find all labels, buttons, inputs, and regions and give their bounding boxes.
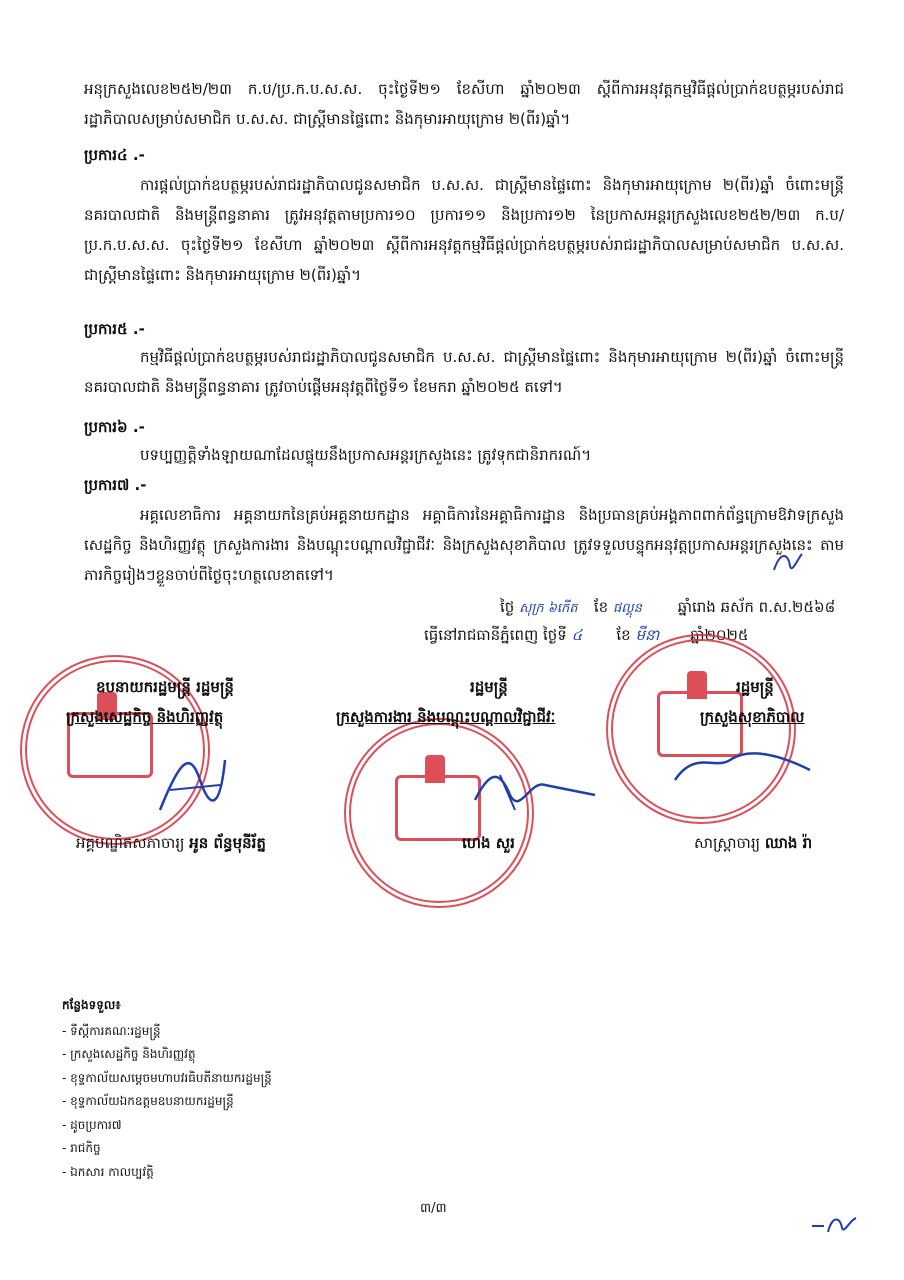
signature-2-icon [470, 760, 600, 820]
lunar-year: ឆ្នាំរោង ឆស័ក ព.ស.២៥៦៨ [677, 598, 836, 616]
lunar-month-handwritten: ផល្គុន [612, 601, 642, 616]
signatory-3-title: រដ្ឋមន្ត្រី [736, 678, 774, 696]
article-6-heading: ប្រការ៦ .- [84, 418, 145, 436]
recipient-item: - ឯកសារ កាលប្បវត្តិ [62, 1164, 154, 1179]
recipient-item: - រាជកិច្ច [62, 1141, 101, 1155]
signatory-2-title: រដ្ឋមន្ត្រី [470, 678, 508, 696]
signatory-3-name-line [694, 832, 812, 854]
lunar-month-prefix: ខែ [593, 598, 609, 616]
recipient-item: - ខុទ្ទកាល័យឯកឧត្តមឧបនាយករដ្ឋមន្ត្រី [62, 1094, 234, 1108]
recipient-item: - ក្រសួងសេដ្ឋកិច្ច និងហិរញ្ញវត្ថុ [62, 1047, 196, 1061]
article-5-heading: ប្រការ៥ .- [84, 320, 145, 338]
solar-year: ឆ្នាំ២០២៥ [690, 626, 749, 644]
signatory-3-name: ឈាង រ៉ា [764, 834, 813, 852]
lunar-day-prefix: ថ្ងៃ [500, 598, 515, 616]
signatory-2-ministry: ក្រសួងការងារ និងបណ្តុះបណ្តាលវិជ្ជាជីវៈ [336, 708, 556, 726]
signatory-1-name-prefix: អគ្គបណ្ឌិតសភាចារ្យ [76, 834, 185, 852]
signatory-1-ministry: ក្រសួងសេដ្ឋកិច្ច និងហិរញ្ញវត្ថុ [66, 708, 224, 726]
recipients-block [62, 994, 272, 1184]
intro-paragraph: អនុក្រសួងលេខ២៥២/២៣ ក.ប/ប្រ.ក.ប.ស.ស. ចុះថ្ងៃទី២១ ខែសីហា ឆ្នាំ២០២៣ ស្តីពីការអនុវត្តកម្មវិធីផ្តល់ប្រាក់ឧបត្ថម្ភរបស់រាជរដ្ឋាភិបាលសម្រាប់សមាជិក ប.ស.ស. ជាស្រ្តីមានផ្ទៃពោះ និងកុមារអាយុក្រោម ២(ពីរ)ឆ្នាំ។ [84, 80, 844, 128]
signatory-1-name-line [76, 832, 266, 854]
signatory-1-name: អូន ព័ន្ធមុនីរ័ត្ន [189, 834, 266, 852]
solar-month-handwritten: មីនា [635, 626, 660, 644]
signatory-3-ministry: ក្រសួងសុខាភិបាល [700, 708, 805, 726]
signatory-3-name-prefix: សាស្ត្រាចារ្យ [694, 834, 761, 852]
recipient-item: - ដូចប្រការ៧ [62, 1117, 122, 1132]
lunar-date-line [500, 596, 835, 620]
recipients-list [62, 1020, 272, 1185]
moh-seal-icon [606, 634, 796, 824]
solar-day-handwritten: ៤ [571, 626, 583, 644]
solar-month-prefix: ខែ [616, 626, 631, 644]
article-5-text: កម្មវិធីផ្តល់ប្រាក់ឧបត្ថម្ភរបស់រាជរដ្ឋាភិបាលជូនសមាជិក ប.ស.ស. ជាស្រ្តីមានផ្ទៃពោះ និងកុមារអាយុក្រោម ២(ពីរ)ឆ្នាំ ចំពោះមន្ត្រីនគរបាលជាតិ និងមន្ត្រីពន្ធនាគារ ត្រូវចាប់ផ្តើមអនុវត្តពីថ្ងៃទី១ ខែមករា ឆ្នាំ២០២៥ តទៅ។ [84, 348, 844, 396]
article-4-text: ការផ្តល់ប្រាក់ឧបត្ថម្ភរបស់រាជរដ្ឋាភិបាលជូនសមាជិក ប.ស.ស. ជាស្រ្តីមានផ្ទៃពោះ និងកុមារអាយុក្រោម ២(ពីរ)ឆ្នាំ ចំពោះមន្ត្រីនគរបាលជាតិ និងមន្ត្រីពន្ធនាគារ ត្រូវអនុវត្តតាមប្រការ១០ ប្រការ១១ និងប្រការ១២ នៃប្រកាសអន្តរក្រសួងលេខ២៥២/២៣ ក.ប/ប្រ.ក.ប.ស.ស. ចុះថ្ងៃទី២១ ខែសីហា ឆ្នាំ២០២៣ ស្តីពីការអនុវត្តកម្មវិធីផ្តល់ប្រាក់ឧបត្ថម្ភរបស់រាជរដ្ឋាភិបាលសម្រាប់សមាជិក ប.ស.ស. ជាស្រ្តីមានផ្ទៃពោះ និងកុមារអាយុក្រោម ២(ពីរ)ឆ្នាំ។ [84, 176, 844, 284]
signatory-1-title: ឧបនាយករដ្ឋមន្ត្រី រដ្ឋមន្ត្រី [96, 678, 234, 696]
place-and-day: ធ្វើនៅរាជធានីភ្នំពេញ ថ្ងៃទី [424, 626, 567, 644]
signatory-2-name: ហេង សួរ [462, 834, 515, 852]
recipient-item: - ខុទ្ទកាល័យសម្តេចមហាបវរធិបតីនាយករដ្ឋមន្ត្រី [62, 1070, 272, 1085]
signature-1-icon [150, 740, 230, 820]
initial-mark-icon [770, 548, 806, 578]
recipients-heading: កន្លែងទទួល៖ [62, 998, 121, 1012]
article-4-heading: ប្រការ៤ .- [84, 146, 145, 164]
lunar-day-handwritten: សុក្រ ៦កើត [519, 601, 578, 616]
recipient-item: - ទីស្តីការគណៈរដ្ឋមន្ត្រី [62, 1023, 161, 1038]
page-number: ៣/៣ [420, 1201, 447, 1216]
page-initial-mark-icon [810, 1212, 860, 1236]
article-7-text: អគ្គលេខាធិការ អគ្គនាយកនៃគ្រប់អគ្គនាយកដ្ឋាន អគ្គាធិការនៃអគ្គាធិការដ្ឋាន និងប្រធានគ្រប់អង្គភាពពាក់ព័ន្ធក្រោមឱវាទក្រសួងសេដ្ឋកិច្ច និងហិរញ្ញវត្ថុ ក្រសួងការងារ និងបណ្តុះបណ្តាលវិជ្ជាជីវៈ និងក្រសួងសុខាភិបាល ត្រូវទទួលបន្ទុកអនុវត្តប្រកាសអន្តរក្រសួងនេះ តាមភារកិច្ចរៀងៗខ្លួនចាប់ពីថ្ងៃចុះហត្ថលេខាតទៅ។ [84, 506, 844, 584]
signature-3-icon [670, 740, 820, 790]
article-6-text: បទប្បញ្ញត្តិទាំងឡាយណាដែលផ្ទុយនឹងប្រកាសអន្តរក្រសួងនេះ ត្រូវទុកជានិរាករណ៍។ [140, 446, 592, 464]
article-7-heading: ប្រការ៧ .- [84, 476, 147, 494]
